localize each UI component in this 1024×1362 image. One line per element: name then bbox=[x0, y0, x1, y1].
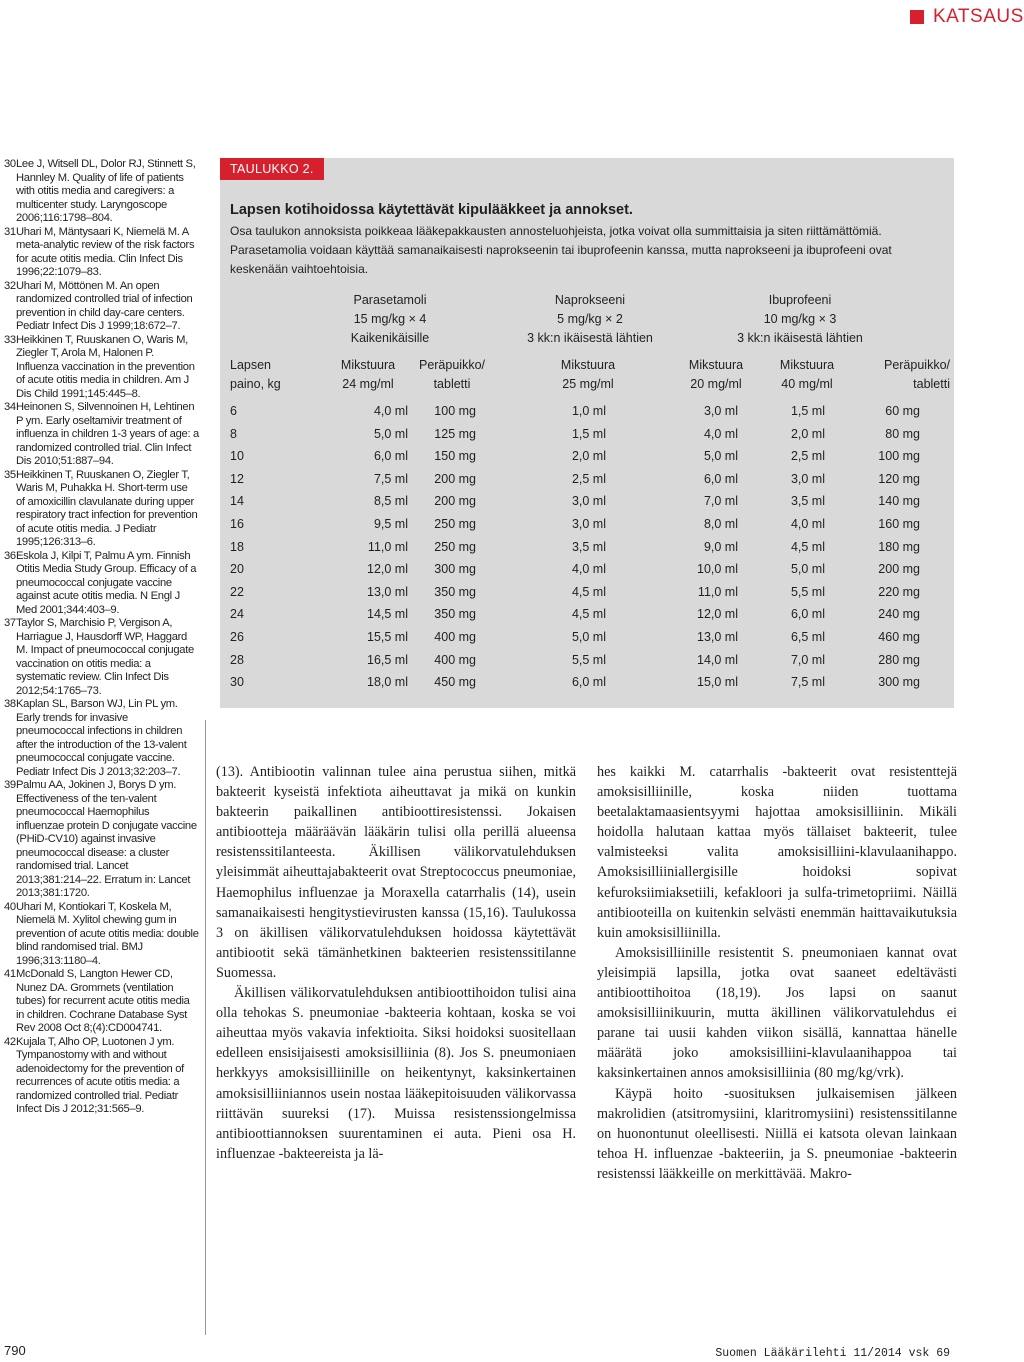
reference-text: Heikkinen T, Ruuskanen O, Ziegler T, Waris M, Puhakka H. Short-term use of amoxicillin clavulanate during upper respiratory tract infection for prevention of acute otitis media. J Pediatr 1995;126:313–6. bbox=[16, 468, 198, 548]
reference-number: 30 bbox=[4, 158, 16, 170]
column-header: 20 mg/ml bbox=[690, 377, 742, 391]
dose-cell: 4,0 ml bbox=[373, 404, 408, 418]
dose-cell: 1,5 ml bbox=[790, 404, 825, 418]
column-header: Peräpuikko/ bbox=[883, 358, 950, 372]
dose-cell: 3,0 ml bbox=[790, 471, 825, 486]
weight-cell: 10 bbox=[230, 449, 244, 464]
reference-item bbox=[4, 901, 199, 969]
dose-cell: 300 mg bbox=[878, 675, 920, 690]
dose-cell: 13,0 ml bbox=[367, 584, 408, 599]
dose-cell: 200 mg bbox=[434, 471, 476, 486]
dose-cell: 11,0 ml bbox=[367, 539, 408, 554]
dose-cell: 8,5 ml bbox=[373, 494, 408, 509]
reference-item bbox=[4, 968, 199, 1036]
dose-cell: 6,0 ml bbox=[790, 607, 825, 622]
reference-text: Kaplan SL, Barson WJ, Lin PL ym. Early trends for invasive pneumococcal infections in children after the introduction of the 13-valent pneumococcal conjugate vaccine. Pediatr Infect Dis J 2013;32:203–7. bbox=[16, 698, 187, 778]
weight-cell: 20 bbox=[230, 562, 244, 577]
dose-cell: 15,5 ml bbox=[367, 630, 408, 644]
column-header: 24 mg/ml bbox=[342, 377, 394, 391]
dose-cell: 12,0 ml bbox=[367, 562, 408, 577]
column-header: 25 mg/ml bbox=[562, 377, 614, 391]
column-divider bbox=[205, 720, 206, 1335]
weight-cell: 12 bbox=[230, 471, 244, 486]
weight-cell: 14 bbox=[230, 494, 244, 509]
dose-cell: 150 mg bbox=[434, 449, 476, 464]
dose-cell: 1,0 ml bbox=[571, 404, 606, 418]
dose-cell: 4,0 ml bbox=[790, 517, 825, 531]
column-header: Lapsen bbox=[230, 358, 272, 372]
dose-cell: 5,0 ml bbox=[790, 562, 825, 577]
weight-cell: 18 bbox=[230, 539, 244, 554]
dose-cell: 4,5 ml bbox=[571, 584, 606, 599]
reference-text: Uhari M, Mäntysaari K, Niemelä M. A meta-analytic review of the risk factors for acute otitis media. Clin Infect Dis 1996;22:1079–83. bbox=[16, 225, 195, 278]
column-header: Mikstuura bbox=[779, 358, 835, 372]
reference-number: 31 bbox=[4, 225, 16, 238]
dose-cell: 12,0 ml bbox=[697, 607, 738, 622]
dose-cell: 3,0 ml bbox=[571, 517, 606, 531]
dose-cell: 350 mg bbox=[434, 584, 476, 599]
dose-cell: 6,0 ml bbox=[571, 675, 606, 690]
dosage-table bbox=[220, 158, 954, 708]
dose-cell: 7,0 ml bbox=[703, 494, 738, 509]
dose-cell: 5,5 ml bbox=[571, 652, 606, 667]
dose-cell: 13,0 ml bbox=[697, 630, 738, 644]
table-title: Lapsen kotihoidossa käytettävät kipulääkkeet ja annokset. bbox=[230, 202, 633, 218]
dose-cell: 2,0 ml bbox=[571, 449, 606, 464]
dose-cell: 450 mg bbox=[434, 675, 476, 690]
column-header: Mikstuura bbox=[340, 358, 396, 372]
column-header: Peräpuikko/ bbox=[418, 358, 485, 372]
column-header: tabletti bbox=[913, 377, 950, 391]
weight-cell: 8 bbox=[230, 426, 237, 441]
reference-number: 40 bbox=[4, 900, 16, 913]
drug-name: Parasetamoli bbox=[353, 293, 427, 307]
dose-cell: 3,5 ml bbox=[571, 539, 606, 554]
reference-item bbox=[4, 550, 199, 618]
dose-cell: 7,5 ml bbox=[373, 471, 408, 486]
dose-cell: 350 mg bbox=[434, 607, 476, 622]
drug-age: 3 kk:n ikäisestä lähtien bbox=[527, 331, 653, 345]
drug-name: Ibuprofeeni bbox=[768, 293, 832, 307]
column-header: paino, kg bbox=[230, 377, 281, 391]
drug-age: 3 kk:n ikäisestä lähtien bbox=[737, 331, 863, 345]
reference-number: 32 bbox=[4, 279, 16, 292]
reference-number: 34 bbox=[4, 401, 16, 413]
dose-cell: 125 mg bbox=[434, 426, 476, 441]
dose-cell: 4,5 ml bbox=[571, 607, 606, 622]
dose-cell: 4,5 ml bbox=[790, 539, 825, 554]
body-paragraph: Äkillisen välikorvatulehduksen antibioottihoidon tulisi aina olla tehokas S. pneumoniae -bakteeria kohtaan, koska se voi aiheuttaa myös vakavia infektioita. Siksi hoidoksi suositellaan edelleen ensisijaisesti amoksisilliinia (8). Jos S. pneumoniaen herkkyys amoksisilliinille on heikentynyt, kaksinkertainen amoksisilliiniannos usein nostaa lääkepitoisuuden välikorvassa riittävän suureksi (17). Muissa resistenssiongelmissa antibioottiannoksen suurentaminen ei auta. Pieni osa H. influenzae -bakteereista ja lä- bbox=[216, 985, 576, 1162]
dose-cell: 10,0 ml bbox=[697, 562, 738, 577]
dose-cell: 11,0 ml bbox=[697, 584, 738, 599]
dose-cell: 400 mg bbox=[434, 630, 476, 644]
dose-cell: 240 mg bbox=[878, 607, 920, 622]
dose-cell: 16,5 ml bbox=[367, 652, 408, 667]
dose-cell: 220 mg bbox=[878, 584, 920, 599]
reference-text: Uhari M, Kontiokari T, Koskela M, Niemelä M. Xylitol chewing gum in prevention of acute otitis media: double blind randomised trial. BMJ 1996;313:1180–4. bbox=[16, 900, 199, 967]
dose-cell: 9,0 ml bbox=[703, 539, 738, 554]
drug-dose: 15 mg/kg × 4 bbox=[353, 312, 427, 326]
dose-cell: 8,0 ml bbox=[703, 517, 738, 531]
dose-cell: 280 mg bbox=[878, 652, 920, 667]
dose-cell: 400 mg bbox=[434, 652, 476, 667]
dose-cell: 160 mg bbox=[878, 517, 920, 531]
dose-cell: 180 mg bbox=[878, 539, 920, 554]
reference-text: Eskola J, Kilpi T, Palmu A ym. Finnish Otitis Media Study Group. Efficacy of a pneumococcal conjugate vaccine against acute otitis media. N Engl J Med 2001;344:403–9. bbox=[16, 549, 197, 616]
weight-cell: 30 bbox=[230, 675, 244, 690]
reference-list bbox=[4, 158, 199, 1117]
reference-item bbox=[4, 280, 199, 334]
reference-number: 33 bbox=[4, 333, 16, 346]
dose-cell: 100 mg bbox=[434, 404, 476, 418]
reference-number: 38 bbox=[4, 698, 16, 710]
dose-cell: 14,5 ml bbox=[367, 607, 408, 622]
dose-cell: 460 mg bbox=[878, 630, 920, 644]
body-column-2 bbox=[597, 762, 957, 1184]
dose-cell: 18,0 ml bbox=[367, 675, 408, 690]
reference-item bbox=[4, 226, 199, 280]
reference-item bbox=[4, 617, 199, 698]
dose-cell: 100 mg bbox=[878, 449, 920, 464]
dose-cell: 2,5 ml bbox=[790, 449, 825, 464]
dose-cell: 60 mg bbox=[885, 404, 920, 418]
reference-text: Heikkinen T, Ruuskanen O, Waris M, Ziegler T, Arola M, Halonen P. Influenza vaccination in the prevention of acute otitis media in children. Am J Dis Child 1991;145:445–8. bbox=[16, 333, 195, 400]
dose-cell: 200 mg bbox=[434, 494, 476, 509]
body-paragraph: hes kaikki M. catarrhalis -bakteerit ovat resistenttejä amoksisilliinille, koska niiden tuottama beetalaktamaasientsyymi hajottaa amoksisilliinin. Mikäli hoidolla halutaan kattaa myös tällaiset bakteerit, tulee valmisteeksi valita amoksisilliini-klavulaanihappo. Amoksisilliiniallergisille hoidoksi sopivat kefuroksiimiaksetiili, kefakloori ja sulfa-trimetopriimi. Näillä antibiooteilla on kuitenkin selvästi enemmän haittavaikutuksia kuin amoksisilliinilla. bbox=[597, 764, 957, 941]
dose-cell: 140 mg bbox=[878, 494, 920, 509]
section-header bbox=[910, 6, 1024, 28]
reference-number: 37 bbox=[4, 617, 16, 629]
reference-item bbox=[4, 698, 199, 779]
weight-cell: 16 bbox=[230, 517, 244, 531]
dose-cell: 7,0 ml bbox=[790, 652, 825, 667]
column-header: Mikstuura bbox=[560, 358, 616, 372]
dose-cell: 14,0 ml bbox=[697, 652, 738, 667]
dose-cell: 7,5 ml bbox=[790, 675, 825, 690]
column-header: 40 mg/ml bbox=[781, 377, 833, 391]
drug-dose: 5 mg/kg × 2 bbox=[557, 312, 623, 326]
drug-dose: 10 mg/kg × 3 bbox=[763, 312, 837, 326]
weight-cell: 22 bbox=[230, 584, 244, 599]
reference-text: Uhari M, Möttönen M. An open randomized controlled trial of infection prevention in child day-care centers. Pediatr Infect Dis J 1999;18:672–7. bbox=[16, 279, 193, 332]
reference-item bbox=[4, 401, 199, 469]
dose-cell: 5,0 ml bbox=[703, 449, 738, 464]
body-column-1 bbox=[216, 762, 576, 1164]
reference-text: Kujala T, Alho OP, Luotonen J ym. Tympanostomy with and without adenoidectomy for the prevention of recurrences of acute otitis media: a randomized controlled trial. Pediatr Infect Dis J 2012;31:565–9. bbox=[16, 1035, 184, 1115]
dose-cell: 3,0 ml bbox=[571, 494, 606, 509]
dose-cell: 120 mg bbox=[878, 471, 920, 486]
reference-text: Heinonen S, Silvennoinen H, Lehtinen P ym. Early oseltamivir treatment of influenza in children 1-3 years of age: a randomized controlled trial. Clin Infect Dis 2010;51:887–94. bbox=[16, 401, 199, 467]
table-tag: TAULUKKO 2. bbox=[220, 158, 324, 180]
dose-cell: 15,0 ml bbox=[697, 675, 738, 690]
dose-cell: 9,5 ml bbox=[373, 517, 408, 531]
dose-cell: 6,5 ml bbox=[790, 630, 825, 644]
table-description: Osa taulukon annoksista poikkeaa lääkepakkausten annosteluohjeista, jotka voivat olla summittaisia ja siten riittämättömiä. Parasetamolia voidaan käyttää samanaikaisesti naprokseenin tai ibuprofeenin kanssa, mutta naprokseeni ja ibuprofeeni ovat keskenään vaihtoehtoisia. bbox=[230, 224, 892, 276]
reference-text: Palmu AA, Jokinen J, Borys D ym. Effectiveness of the ten-valent pneumococcal Haemophilus influenzae protein D conjugate vaccine (PHiD-CV10) against invasive pneumococcal disease: a cluster randomised trial. Lancet 2013;381:214–22. Erratum in: Lancet 2013;381:1720. bbox=[16, 779, 197, 899]
page-number: 790 bbox=[4, 1343, 26, 1358]
dose-cell: 3,5 ml bbox=[790, 494, 825, 509]
reference-number: 39 bbox=[4, 779, 16, 791]
weight-cell: 24 bbox=[230, 607, 244, 622]
weight-cell: 28 bbox=[230, 652, 244, 667]
reference-item bbox=[4, 158, 199, 226]
dose-cell: 2,0 ml bbox=[790, 426, 825, 441]
dose-cell: 6,0 ml bbox=[373, 449, 408, 464]
reference-item bbox=[4, 1036, 199, 1117]
dose-cell: 5,0 ml bbox=[571, 630, 606, 644]
body-paragraph: Amoksisilliinille resistentit S. pneumoniaen kannat ovat yleisimpiä lapsilla, jotka ovat saaneet edeltävästi antibioottihoitoa (18,19). Jos lapsi on saanut amoksisilliinikuurin, mutta äkillinen välikorvatulehdus ei parane tai uusii kahden viikon sisällä, kannattaa hänelle määrätä joko amoksisilliini-klavulaanihappoa tai kaksinkertainen annos amoksisilliinia (80 mg/kg/vrk). bbox=[597, 944, 957, 1082]
section-label: KATSAUS bbox=[933, 6, 1024, 27]
reference-text: McDonald S, Langton Hewer CD, Nunez DA. Grommets (ventilation tubes) for recurrent acute otitis media in children. Cochrane Database Syst Rev 2008 Oct 8;(4):CD004741. bbox=[16, 968, 190, 1034]
dose-cell: 3,0 ml bbox=[703, 404, 738, 418]
dose-cell: 4,0 ml bbox=[703, 426, 738, 441]
dose-cell: 300 mg bbox=[434, 562, 476, 577]
dose-cell: 250 mg bbox=[434, 517, 476, 531]
reference-number: 41 bbox=[4, 968, 16, 980]
body-paragraph: Käypä hoito -suosituksen julkaisemisen jälkeen makrolidien (atsitromysiini, klaritromysiini) resistenssitilanne on huonontunut oleellisesti. Niillä ei katsota olevan lainkaan tehoa H. influenzae -bakteeriin, ja S. pneumoniae -bakteerin resistenssi lääkkeille on merkittävää. Makro- bbox=[597, 1085, 957, 1182]
dose-cell: 2,5 ml bbox=[571, 471, 606, 486]
reference-item bbox=[4, 779, 199, 901]
reference-item bbox=[4, 469, 199, 550]
drug-name: Naprokseeni bbox=[554, 293, 626, 307]
column-header: Mikstuura bbox=[688, 358, 744, 372]
dose-cell: 5,0 ml bbox=[373, 426, 408, 441]
dose-cell: 80 mg bbox=[885, 426, 920, 441]
journal-info: Suomen Lääkärilehti 11/2014 vsk 69 bbox=[715, 1347, 950, 1360]
body-paragraph: (13). Antibiootin valinnan tulee aina perustua siihen, mitkä bakteerit kyseistä infektiota aiheuttavat ja mikä on kunkin bakteerin paikallinen antibioottiresistenssi. Jokaisen antibioottеja määräävän lääkärin tulisi olla perillä alueensa resistenssitilanteesta. Äkillisen välikorvatulehduksen yleisimmät aiheuttajabakteerit ovat Streptococcus pneumoniae, Haemophilus influenzae ja Moraxella catarrhalis (14), usein samanaikaisesti hengitystievirusten kanssa (15,16). Taulukossa 3 on äkillisen välikorvatulehduksen hoidossa käytettävät antibiootit sekä tämänhetkinen bakteerien resistenssitilanne Suomessa. bbox=[216, 764, 576, 981]
dose-cell: 200 mg bbox=[878, 562, 920, 577]
weight-cell: 6 bbox=[230, 404, 237, 418]
drug-age: Kaikenikäisille bbox=[350, 331, 430, 345]
dose-cell: 5,5 ml bbox=[790, 584, 825, 599]
dose-cell: 4,0 ml bbox=[571, 562, 606, 577]
dose-cell: 250 mg bbox=[434, 539, 476, 554]
column-header: tabletti bbox=[433, 377, 471, 391]
section-square-icon bbox=[910, 10, 924, 24]
reference-text: Taylor S, Marchisio P, Vergison A, Harriague J, Hausdorff WP, Haggard M. Impact of pneumococcal conjugate vaccination on otitis media: a systematic review. Clin Infect Dis 2012;54:1765–73. bbox=[16, 617, 194, 697]
reference-number: 36 bbox=[4, 549, 16, 562]
reference-number: 42 bbox=[4, 1035, 16, 1048]
dose-cell: 1,5 ml bbox=[571, 426, 606, 441]
weight-cell: 26 bbox=[230, 630, 244, 644]
reference-item bbox=[4, 334, 199, 402]
reference-number: 35 bbox=[4, 468, 16, 481]
dose-cell: 6,0 ml bbox=[703, 471, 738, 486]
reference-text: Lee J, Witsell DL, Dolor RJ, Stinnett S, Hannley M. Quality of life of patients with otitis media and caregivers: a multicenter study. Laryngoscope 2006;116:1798–804. bbox=[16, 158, 196, 224]
